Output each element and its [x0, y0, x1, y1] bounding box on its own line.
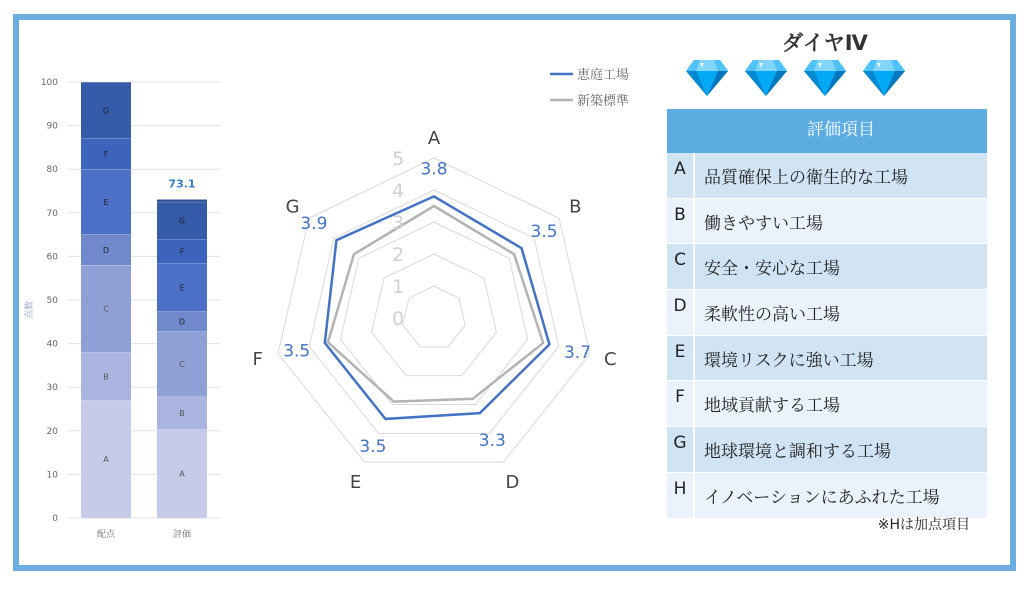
- footnote: ※Hは加点項目: [877, 517, 970, 533]
- row-label: イノベーションにあふれた工場: [695, 473, 987, 519]
- radial-tick-label: 2: [391, 244, 405, 266]
- table-header-blank: [667, 109, 695, 153]
- segment-label: F: [103, 149, 109, 159]
- table-header-row: [667, 109, 987, 153]
- gem-row: [684, 58, 914, 100]
- row-label: 品質確保上の衛生的な工場: [695, 153, 987, 199]
- table-header: 評価項目: [695, 109, 987, 153]
- segment-label: E: [103, 197, 109, 207]
- axis-label: F: [252, 349, 263, 371]
- y-tick-label: 100: [40, 78, 58, 88]
- row-key: C: [667, 244, 695, 290]
- axis-label: D: [505, 471, 520, 493]
- axis-label: A: [427, 128, 441, 150]
- data-value-label: 3.9: [300, 214, 328, 235]
- data-value-label: 3.5: [530, 222, 558, 243]
- radial-tick-label: 0: [391, 308, 405, 330]
- row-label: 安全・安心な工場: [695, 244, 987, 290]
- diamond-icon: [863, 60, 905, 96]
- segment-label: G: [178, 216, 186, 226]
- stacked-bar-chart: [20, 70, 240, 550]
- rank-title: ダイヤⅣ: [782, 31, 868, 55]
- radar-series-line: [328, 206, 543, 402]
- radial-tick-label: 3: [391, 212, 405, 234]
- table-row: [667, 427, 987, 473]
- y-tick-label: 40: [46, 339, 58, 350]
- y-tick-label: 90: [46, 121, 58, 132]
- y-tick-label: 30: [46, 383, 58, 394]
- row-label: 働きやすい工場: [695, 199, 987, 245]
- x-tick-label: 評価: [172, 530, 192, 540]
- y-tick-label: 10: [46, 470, 58, 481]
- row-key: E: [667, 336, 695, 382]
- segment-label: F: [179, 247, 185, 257]
- segment-label: A: [179, 469, 185, 479]
- radial-tick-label: 5: [391, 148, 405, 170]
- data-value-label: 3.5: [359, 436, 387, 457]
- radar-grid-ring: [372, 254, 497, 376]
- segment-label: E: [179, 283, 185, 293]
- radar-chart: [225, 55, 655, 515]
- table-row: [667, 381, 987, 427]
- row-key: F: [667, 381, 695, 427]
- table-row: [667, 290, 987, 336]
- data-value-label: 3.3: [478, 431, 506, 452]
- y-axis-label: 点数: [25, 300, 35, 320]
- table-row: [667, 244, 987, 290]
- y-tick-label: 0: [52, 514, 58, 524]
- radial-tick-label: 1: [391, 276, 405, 298]
- axis-label: E: [349, 471, 362, 493]
- row-label: 地球環境と調和する工場: [695, 427, 987, 473]
- row-label: 柔軟性の高い工場: [695, 290, 987, 336]
- radar-grid-ring: [403, 286, 465, 347]
- segment-label: B: [103, 372, 109, 382]
- table-row: [667, 153, 987, 199]
- axis-label: C: [603, 349, 617, 371]
- y-tick-label: 70: [46, 208, 58, 219]
- total-value-label: 73.1: [168, 177, 196, 191]
- x-tick-label: 配点: [96, 530, 116, 540]
- axis-label: G: [285, 196, 300, 218]
- row-key: A: [667, 153, 695, 199]
- legend-label: 新築標準: [577, 94, 630, 109]
- evaluation-items-table: [667, 109, 987, 519]
- data-value-label: 3.8: [420, 159, 448, 180]
- table-row: [667, 336, 987, 382]
- y-tick-label: 80: [46, 165, 58, 176]
- diamond-icon: [745, 60, 787, 96]
- table-row: [667, 473, 987, 519]
- row-label: 地域貢献する工場: [695, 381, 987, 427]
- diamond-icon: [804, 60, 846, 96]
- y-tick-label: 60: [46, 252, 58, 263]
- axis-label: B: [569, 196, 582, 218]
- segment-label: B: [179, 409, 185, 419]
- legend-label: 恵庭工場: [577, 68, 630, 83]
- diamond-icon: [686, 60, 728, 96]
- row-key: D: [667, 290, 695, 336]
- segment-label: C: [103, 304, 109, 314]
- data-value-label: 3.5: [283, 341, 311, 362]
- row-key: H: [667, 473, 695, 519]
- bar-segment-H: [157, 199, 207, 202]
- row-key: B: [667, 199, 695, 245]
- row-key: G: [667, 427, 695, 473]
- segment-label: D: [102, 245, 110, 255]
- segment-label: A: [103, 455, 109, 465]
- y-tick-label: 50: [46, 296, 58, 306]
- segment-label: G: [102, 106, 110, 116]
- radial-tick-label: 4: [391, 180, 405, 202]
- segment-label: C: [179, 360, 185, 370]
- row-label: 環境リスクに強い工場: [695, 336, 987, 382]
- data-value-label: 3.7: [563, 342, 592, 363]
- table-row: [667, 199, 987, 245]
- segment-label: D: [178, 317, 186, 327]
- y-tick-label: 20: [46, 426, 58, 437]
